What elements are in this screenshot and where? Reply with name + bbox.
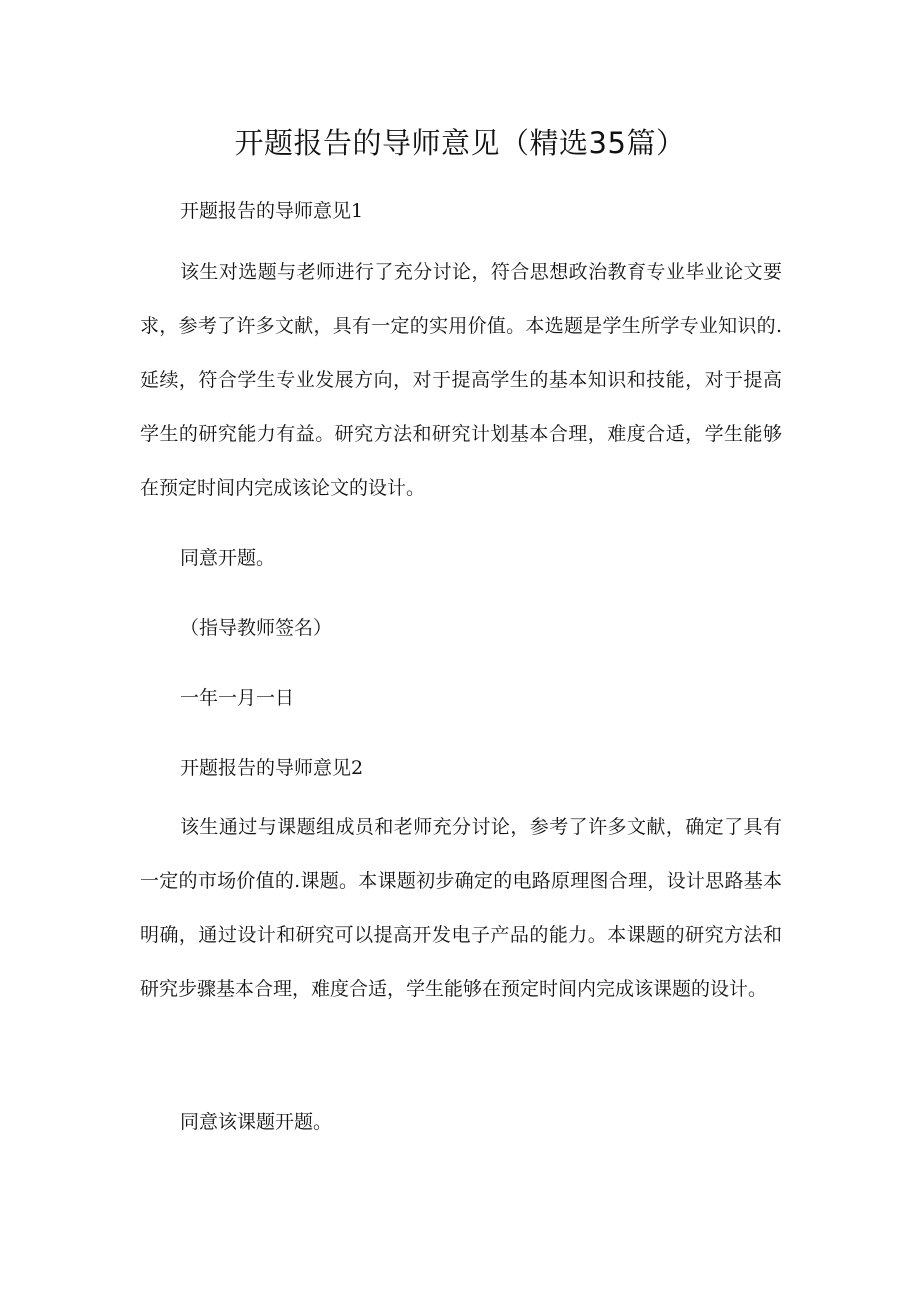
signature-line: （指导教师签名）	[180, 617, 333, 639]
section-body-2: 该生通过与课题组成员和老师充分讨论，参考了许多文献，确定了具有一定的市场价值的.课题。本课题初步确定的电路原理图合理，设计思路基本明确，通过设计和研究可以提高开发电子产品的能力。本课题的研究方法和研究步骤基本合理，难度合适，学生能够在预定时间内完成该课题的设计。	[140, 816, 782, 1000]
section-body-1: 该生对选题与老师进行了充分讨论，符合思想政治教育专业毕业论文要求，参考了许多文献，具有一定的实用价值。本选题是学生所学专业知识的.延续，符合学生专业发展方向，对于提高学生的基本知识和技能，对于提高学生的研究能力有益。研究方法和研究计划基本合理，难度合适，学生能够在预定时间内完成该论文的设计。	[140, 261, 782, 499]
approval-text-2: 同意该课题开题。	[180, 1111, 333, 1133]
date-line: 一年一月一日	[180, 687, 295, 709]
document-title: 开题报告的导师意见（精选35篇）	[234, 126, 686, 160]
section-heading-1: 开题报告的导师意见1	[180, 200, 364, 222]
approval-text-1: 同意开题。	[180, 547, 276, 569]
section-heading-2: 开题报告的导师意见2	[180, 757, 364, 779]
